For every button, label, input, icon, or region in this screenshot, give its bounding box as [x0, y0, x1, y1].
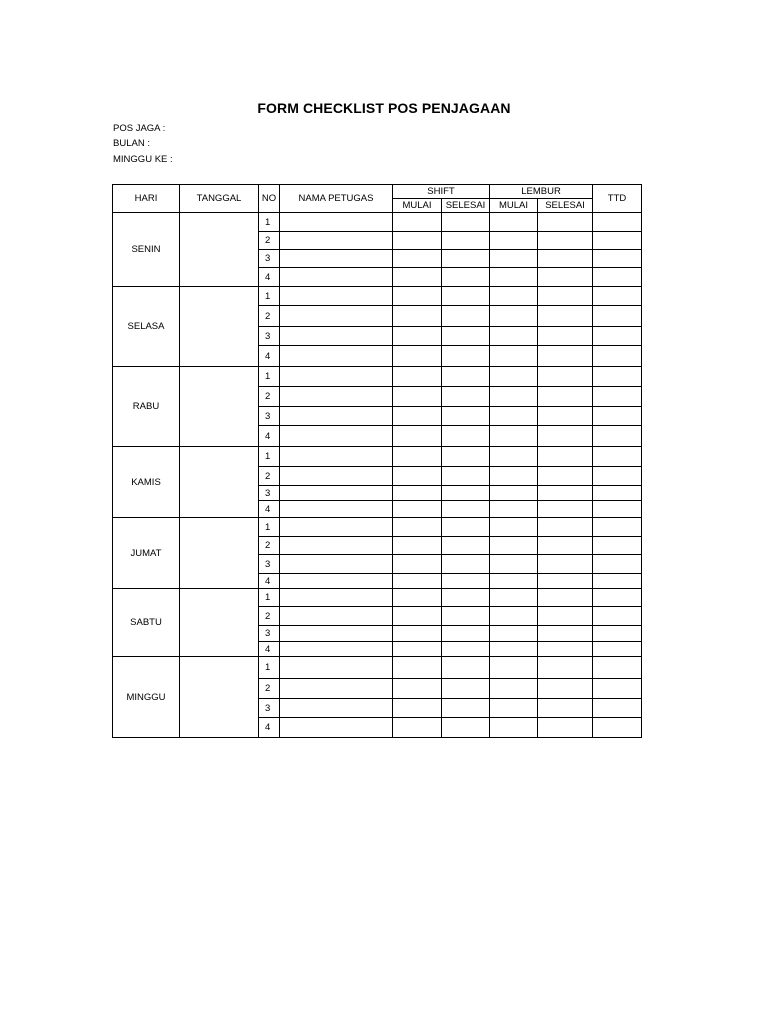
- nama-petugas-cell: [280, 232, 393, 250]
- shift-mulai-cell: [393, 367, 442, 387]
- ttd-cell: [593, 213, 642, 232]
- lembur-mulai-cell: [490, 232, 538, 250]
- shift-selesai-cell: [442, 327, 490, 346]
- ttd-cell: [593, 287, 642, 306]
- nama-petugas-cell: [280, 426, 393, 447]
- shift-mulai-cell: [393, 447, 442, 467]
- day-cell: RABU: [113, 367, 180, 447]
- nama-petugas-cell: [280, 679, 393, 699]
- ttd-cell: [593, 518, 642, 537]
- day-cell: SABTU: [113, 589, 180, 657]
- day-cell: KAMIS: [113, 447, 180, 518]
- row-number-cell: 4: [259, 574, 280, 589]
- shift-mulai-cell: [393, 718, 442, 738]
- lembur-selesai-cell: [538, 213, 593, 232]
- shift-selesai-cell: [442, 407, 490, 426]
- lembur-mulai-cell: [490, 679, 538, 699]
- day-cell: JUMAT: [113, 518, 180, 589]
- lembur-mulai-cell: [490, 518, 538, 537]
- lembur-selesai-cell: [538, 407, 593, 426]
- nama-petugas-cell: [280, 367, 393, 387]
- shift-selesai-cell: [442, 387, 490, 407]
- lembur-selesai-cell: [538, 607, 593, 626]
- lembur-selesai-cell: [538, 306, 593, 327]
- lembur-mulai-cell: [490, 501, 538, 518]
- shift-selesai-cell: [442, 501, 490, 518]
- ttd-cell: [593, 607, 642, 626]
- lembur-mulai-cell: [490, 626, 538, 642]
- nama-petugas-cell: [280, 467, 393, 486]
- lembur-selesai-cell: [538, 537, 593, 555]
- ttd-cell: [593, 718, 642, 738]
- lembur-selesai-cell: [538, 467, 593, 486]
- row-number-cell: 1: [259, 367, 280, 387]
- lembur-mulai-cell: [490, 346, 538, 367]
- header-shift: SHIFT: [393, 185, 490, 199]
- shift-selesai-cell: [442, 486, 490, 501]
- header-lembur-mulai: MULAI: [490, 199, 538, 213]
- shift-mulai-cell: [393, 287, 442, 306]
- shift-mulai-cell: [393, 387, 442, 407]
- lembur-selesai-cell: [538, 232, 593, 250]
- lembur-mulai-cell: [490, 699, 538, 718]
- nama-petugas-cell: [280, 327, 393, 346]
- lembur-mulai-cell: [490, 407, 538, 426]
- shift-selesai-cell: [442, 232, 490, 250]
- shift-mulai-cell: [393, 501, 442, 518]
- lembur-selesai-cell: [538, 327, 593, 346]
- page-title: FORM CHECKLIST POS PENJAGAAN: [257, 100, 511, 116]
- shift-mulai-cell: [393, 607, 442, 626]
- nama-petugas-cell: [280, 718, 393, 738]
- nama-petugas-cell: [280, 306, 393, 327]
- ttd-cell: [593, 447, 642, 467]
- shift-selesai-cell: [442, 555, 490, 574]
- shift-mulai-cell: [393, 327, 442, 346]
- nama-petugas-cell: [280, 589, 393, 607]
- shift-selesai-cell: [442, 268, 490, 287]
- ttd-cell: [593, 367, 642, 387]
- ttd-cell: [593, 699, 642, 718]
- lembur-selesai-cell: [538, 447, 593, 467]
- nama-petugas-cell: [280, 501, 393, 518]
- shift-selesai-cell: [442, 589, 490, 607]
- lembur-selesai-cell: [538, 718, 593, 738]
- nama-petugas-cell: [280, 447, 393, 467]
- tanggal-cell: [180, 657, 259, 738]
- lembur-mulai-cell: [490, 327, 538, 346]
- shift-mulai-cell: [393, 699, 442, 718]
- nama-petugas-cell: [280, 346, 393, 367]
- lembur-selesai-cell: [538, 657, 593, 679]
- row-number-cell: 4: [259, 642, 280, 657]
- lembur-selesai-cell: [538, 387, 593, 407]
- table-row: [113, 447, 642, 467]
- shift-mulai-cell: [393, 626, 442, 642]
- shift-selesai-cell: [442, 367, 490, 387]
- ttd-cell: [593, 537, 642, 555]
- lembur-mulai-cell: [490, 537, 538, 555]
- shift-selesai-cell: [442, 518, 490, 537]
- row-number-cell: 1: [259, 213, 280, 232]
- row-number-cell: 1: [259, 287, 280, 306]
- shift-selesai-cell: [442, 447, 490, 467]
- lembur-selesai-cell: [538, 268, 593, 287]
- shift-selesai-cell: [442, 679, 490, 699]
- nama-petugas-cell: [280, 268, 393, 287]
- lembur-selesai-cell: [538, 367, 593, 387]
- shift-mulai-cell: [393, 679, 442, 699]
- nama-petugas-cell: [280, 287, 393, 306]
- shift-mulai-cell: [393, 518, 442, 537]
- shift-mulai-cell: [393, 213, 442, 232]
- shift-mulai-cell: [393, 232, 442, 250]
- lembur-mulai-cell: [490, 607, 538, 626]
- nama-petugas-cell: [280, 574, 393, 589]
- lembur-mulai-cell: [490, 589, 538, 607]
- shift-mulai-cell: [393, 537, 442, 555]
- row-number-cell: 3: [259, 486, 280, 501]
- header-ttd: TTD: [593, 185, 642, 213]
- lembur-mulai-cell: [490, 657, 538, 679]
- shift-selesai-cell: [442, 467, 490, 486]
- table-row: [113, 213, 642, 232]
- lembur-mulai-cell: [490, 387, 538, 407]
- nama-petugas-cell: [280, 699, 393, 718]
- lembur-mulai-cell: [490, 447, 538, 467]
- nama-petugas-cell: [280, 607, 393, 626]
- table-row: [113, 367, 642, 387]
- header-tanggal: TANGGAL: [180, 185, 259, 213]
- lembur-mulai-cell: [490, 574, 538, 589]
- row-number-cell: 3: [259, 699, 280, 718]
- row-number-cell: 4: [259, 426, 280, 447]
- lembur-mulai-cell: [490, 486, 538, 501]
- shift-selesai-cell: [442, 306, 490, 327]
- tanggal-cell: [180, 367, 259, 447]
- table-row: [113, 518, 642, 537]
- shift-mulai-cell: [393, 407, 442, 426]
- shift-mulai-cell: [393, 642, 442, 657]
- shift-selesai-cell: [442, 346, 490, 367]
- ttd-cell: [593, 467, 642, 486]
- ttd-cell: [593, 642, 642, 657]
- nama-petugas-cell: [280, 486, 393, 501]
- shift-selesai-cell: [442, 607, 490, 626]
- day-cell: MINGGU: [113, 657, 180, 738]
- header-nama-petugas: NAMA PETUGAS: [280, 185, 393, 213]
- nama-petugas-cell: [280, 537, 393, 555]
- checklist-table: [112, 184, 642, 738]
- ttd-cell: [593, 268, 642, 287]
- table-row: [113, 657, 642, 679]
- ttd-cell: [593, 250, 642, 268]
- header-shift-selesai: SELESAI: [442, 199, 490, 213]
- lembur-mulai-cell: [490, 718, 538, 738]
- row-number-cell: 4: [259, 346, 280, 367]
- row-number-cell: 4: [259, 501, 280, 518]
- lembur-mulai-cell: [490, 213, 538, 232]
- header-lembur: LEMBUR: [490, 185, 593, 199]
- shift-mulai-cell: [393, 486, 442, 501]
- ttd-cell: [593, 346, 642, 367]
- row-number-cell: 3: [259, 626, 280, 642]
- pos-jaga-label: POS JAGA :: [113, 123, 166, 134]
- nama-petugas-cell: [280, 387, 393, 407]
- shift-selesai-cell: [442, 250, 490, 268]
- row-number-cell: 4: [259, 268, 280, 287]
- header-hari: HARI: [113, 185, 180, 213]
- shift-mulai-cell: [393, 657, 442, 679]
- bulan-label: BULAN :: [113, 138, 150, 149]
- row-number-cell: 2: [259, 537, 280, 555]
- lembur-mulai-cell: [490, 367, 538, 387]
- lembur-mulai-cell: [490, 306, 538, 327]
- lembur-mulai-cell: [490, 250, 538, 268]
- table-row: [113, 589, 642, 607]
- row-number-cell: 2: [259, 387, 280, 407]
- tanggal-cell: [180, 213, 259, 287]
- lembur-mulai-cell: [490, 555, 538, 574]
- ttd-cell: [593, 232, 642, 250]
- ttd-cell: [593, 626, 642, 642]
- ttd-cell: [593, 574, 642, 589]
- row-number-cell: 4: [259, 718, 280, 738]
- header-no: NO: [259, 185, 280, 213]
- row-number-cell: 1: [259, 589, 280, 607]
- lembur-selesai-cell: [538, 518, 593, 537]
- lembur-mulai-cell: [490, 467, 538, 486]
- shift-selesai-cell: [442, 718, 490, 738]
- lembur-selesai-cell: [538, 574, 593, 589]
- lembur-selesai-cell: [538, 555, 593, 574]
- shift-mulai-cell: [393, 574, 442, 589]
- minggu-ke-label: MINGGU KE :: [113, 154, 173, 165]
- tanggal-cell: [180, 589, 259, 657]
- row-number-cell: 3: [259, 327, 280, 346]
- shift-selesai-cell: [442, 287, 490, 306]
- table-row: [113, 287, 642, 306]
- nama-petugas-cell: [280, 518, 393, 537]
- ttd-cell: [593, 306, 642, 327]
- lembur-selesai-cell: [538, 346, 593, 367]
- header-lembur-selesai: SELESAI: [538, 199, 593, 213]
- tanggal-cell: [180, 287, 259, 367]
- row-number-cell: 2: [259, 607, 280, 626]
- nama-petugas-cell: [280, 250, 393, 268]
- shift-selesai-cell: [442, 537, 490, 555]
- lembur-selesai-cell: [538, 589, 593, 607]
- checklist-body: [113, 213, 642, 738]
- shift-selesai-cell: [442, 642, 490, 657]
- shift-selesai-cell: [442, 626, 490, 642]
- lembur-mulai-cell: [490, 268, 538, 287]
- lembur-selesai-cell: [538, 501, 593, 518]
- lembur-mulai-cell: [490, 642, 538, 657]
- nama-petugas-cell: [280, 642, 393, 657]
- lembur-selesai-cell: [538, 426, 593, 447]
- row-number-cell: 2: [259, 306, 280, 327]
- shift-selesai-cell: [442, 213, 490, 232]
- shift-mulai-cell: [393, 306, 442, 327]
- row-number-cell: 1: [259, 447, 280, 467]
- row-number-cell: 1: [259, 657, 280, 679]
- shift-mulai-cell: [393, 467, 442, 486]
- nama-petugas-cell: [280, 657, 393, 679]
- row-number-cell: 2: [259, 467, 280, 486]
- row-number-cell: 2: [259, 679, 280, 699]
- shift-mulai-cell: [393, 589, 442, 607]
- ttd-cell: [593, 657, 642, 679]
- day-cell: SELASA: [113, 287, 180, 367]
- ttd-cell: [593, 501, 642, 518]
- ttd-cell: [593, 555, 642, 574]
- row-number-cell: 1: [259, 518, 280, 537]
- shift-mulai-cell: [393, 268, 442, 287]
- shift-mulai-cell: [393, 346, 442, 367]
- ttd-cell: [593, 589, 642, 607]
- lembur-mulai-cell: [490, 426, 538, 447]
- shift-selesai-cell: [442, 574, 490, 589]
- shift-mulai-cell: [393, 555, 442, 574]
- row-number-cell: 2: [259, 232, 280, 250]
- ttd-cell: [593, 327, 642, 346]
- lembur-selesai-cell: [538, 250, 593, 268]
- ttd-cell: [593, 486, 642, 501]
- day-cell: SENIN: [113, 213, 180, 287]
- ttd-cell: [593, 407, 642, 426]
- nama-petugas-cell: [280, 407, 393, 426]
- shift-selesai-cell: [442, 657, 490, 679]
- row-number-cell: 3: [259, 250, 280, 268]
- lembur-selesai-cell: [538, 486, 593, 501]
- shift-selesai-cell: [442, 426, 490, 447]
- header-shift-mulai: MULAI: [393, 199, 442, 213]
- shift-selesai-cell: [442, 699, 490, 718]
- ttd-cell: [593, 426, 642, 447]
- shift-mulai-cell: [393, 250, 442, 268]
- shift-mulai-cell: [393, 426, 442, 447]
- lembur-mulai-cell: [490, 287, 538, 306]
- lembur-selesai-cell: [538, 699, 593, 718]
- row-number-cell: 3: [259, 407, 280, 426]
- nama-petugas-cell: [280, 213, 393, 232]
- lembur-selesai-cell: [538, 679, 593, 699]
- nama-petugas-cell: [280, 626, 393, 642]
- ttd-cell: [593, 387, 642, 407]
- lembur-selesai-cell: [538, 642, 593, 657]
- lembur-selesai-cell: [538, 626, 593, 642]
- lembur-selesai-cell: [538, 287, 593, 306]
- tanggal-cell: [180, 518, 259, 589]
- tanggal-cell: [180, 447, 259, 518]
- ttd-cell: [593, 679, 642, 699]
- nama-petugas-cell: [280, 555, 393, 574]
- row-number-cell: 3: [259, 555, 280, 574]
